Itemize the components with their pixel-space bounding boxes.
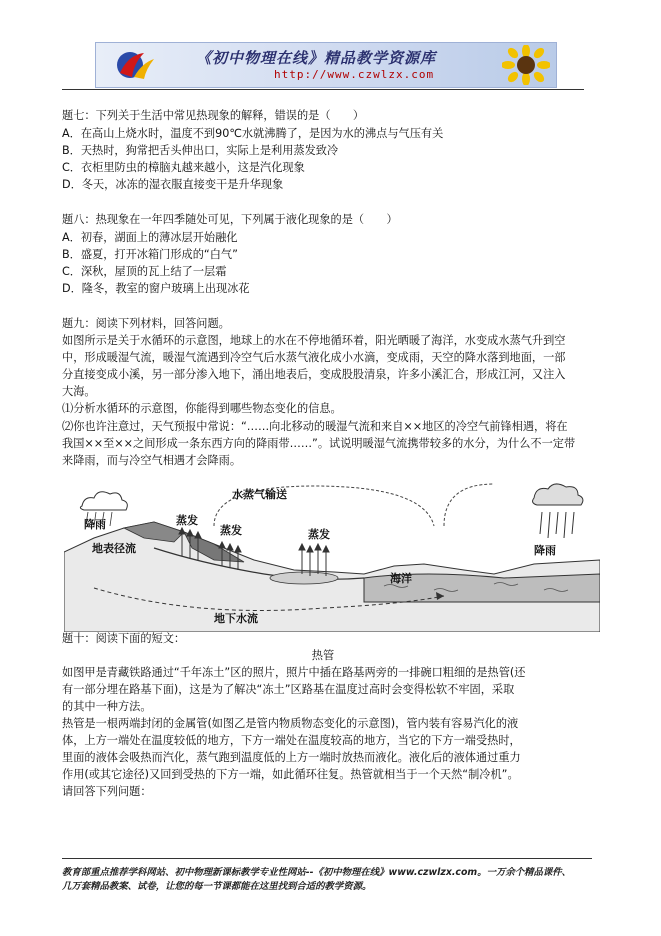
q8-stem: 题八：热现象在一年四季随处可见，下列属于液化现象的是（ ） bbox=[62, 213, 398, 226]
q7-option-d: D．冬天，冰冻的湿衣服直接变干是升华现象 bbox=[62, 178, 284, 191]
label-surface-runoff: 地表径流 bbox=[92, 542, 136, 555]
q7-option-b: B．天热时，狗常把舌头伸出口，实际上是利用蒸发致冷 bbox=[62, 144, 339, 157]
q8-option-c: C．深秋，屋顶的瓦上结了一层霜 bbox=[62, 265, 227, 278]
footer-line-2: 几万套精品教案、试卷，让您的每一节课都能在这里找到合适的教学资源。 bbox=[62, 881, 372, 892]
q10-line: 作用(或其它途径)又回到受热的下方一端，如此循环往复。热管就相当于一个天然“制冷机”。 bbox=[62, 768, 519, 781]
q10-line: 有一部分埋在路基下面)，这是为了解决“冻土”区路基在温度过高时会变得松软不牢固，采取 bbox=[62, 683, 515, 696]
site-logo-icon bbox=[114, 49, 158, 81]
q8-option-d: D．隆冬，教室的窗户玻璃上出现冰花 bbox=[62, 282, 250, 295]
q9-line: 大海。 bbox=[62, 385, 96, 398]
q9-line: 中，形成暖湿气流，暖湿气流遇到冷空气后水蒸气液化成小水滴，变成雨，天空的降水落到地面，一部 bbox=[62, 351, 566, 364]
q7-option-c: C．衣柜里防虫的樟脑丸越来越小，这是汽化现象 bbox=[62, 161, 305, 174]
footer-divider bbox=[62, 858, 592, 859]
q9-subquestion-1: ⑴分析水循环的示意图，你能得到哪些物态变化的信息。 bbox=[62, 402, 342, 415]
q9-line: 我国××至××之间形成一条东西方向的降雨带……”。试说明暖湿气流携带较多的水分，为什么不一定带 bbox=[62, 437, 576, 450]
footer-line-1: 教育部重点推荐学科网站、初中物理新课标教学专业性网站--《初中物理在线》www.czwlzx.com。一万余个精品课件、 bbox=[62, 867, 571, 878]
banner-title: 《初中物理在线》精品教学资源库 bbox=[196, 49, 437, 67]
q9-line: 来降雨，而与冷空气相遇才会降雨。 bbox=[62, 454, 242, 467]
q7-stem: 题七：下列关于生活中常见热现象的解释，错误的是（ ） bbox=[62, 109, 365, 122]
label-evaporation-3: 蒸发 bbox=[308, 528, 330, 541]
label-groundwater-flow: 地下水流 bbox=[214, 612, 258, 625]
q7-option-a: A．在高山上烧水时，温度不到90℃水就沸腾了，是因为水的沸点与气压有关 bbox=[62, 127, 444, 140]
q10-line: 热管是一根两端封闭的金属管(如图乙是管内物质物态变化的示意图)，管内装有容易汽化的液 bbox=[62, 717, 519, 730]
q8-option-a: A．初春，湖面上的薄冰层开始融化 bbox=[62, 231, 238, 244]
q9-line: 分直接变成小溪，另一部分渗入地下，涌出地表后，变成股股清泉，许多小溪汇合，形成江河，又注入 bbox=[62, 368, 566, 381]
header-banner bbox=[95, 42, 557, 88]
q8-option-b: B．盛夏，打开冰箱门形成的“白气” bbox=[62, 248, 238, 261]
q10-line: 请回答下列问题： bbox=[62, 785, 152, 798]
q10-line: 如图甲是青藏铁路通过“千年冻土”区的照片，照片中插在路基两旁的一排碗口粗细的是热管(还 bbox=[62, 666, 526, 679]
q9-subquestion-2: ⑵你也许注意过，天气预报中常说：“……向北移动的暖湿气流和来自××地区的冷空气前锋相遇，将在 bbox=[62, 420, 568, 433]
water-cycle-figure bbox=[64, 478, 600, 632]
q10-line: 体，上方一端处在温度较低的地方，下方一端处在温度较高的地方，当它的下方一端受热时， bbox=[62, 734, 521, 747]
q10-article-title: 热管 bbox=[311, 649, 335, 662]
label-ocean: 海洋 bbox=[390, 572, 412, 585]
label-vapor-transport: 水蒸气输送 bbox=[232, 488, 287, 501]
q9-line: 题九：阅读下列材料，回答问题。 bbox=[62, 317, 230, 330]
label-rain-right: 降雨 bbox=[534, 544, 556, 557]
q10-stem: 题十：阅读下面的短文： bbox=[62, 632, 186, 645]
banner-url: http://www.czwlzx.com bbox=[274, 68, 435, 81]
sunflower-icon bbox=[502, 45, 550, 85]
water-cycle-diagram bbox=[64, 478, 600, 632]
q9-line: 如图所示是关于水循环的示意图，地球上的水在不停地循环着，阳光晒暖了海洋，水变成水蒸气升到空 bbox=[62, 334, 566, 347]
label-rain-left: 降雨 bbox=[84, 518, 106, 531]
label-evaporation-1: 蒸发 bbox=[176, 514, 198, 527]
q10-line: 的其中一种方法。 bbox=[62, 700, 152, 713]
label-evaporation-2: 蒸发 bbox=[220, 524, 242, 537]
q10-line: 里面的液体会吸热而汽化，蒸气跑到温度低的上方一端时放热而液化。液化后的液体通过重力 bbox=[62, 751, 521, 764]
header-divider bbox=[62, 89, 584, 90]
